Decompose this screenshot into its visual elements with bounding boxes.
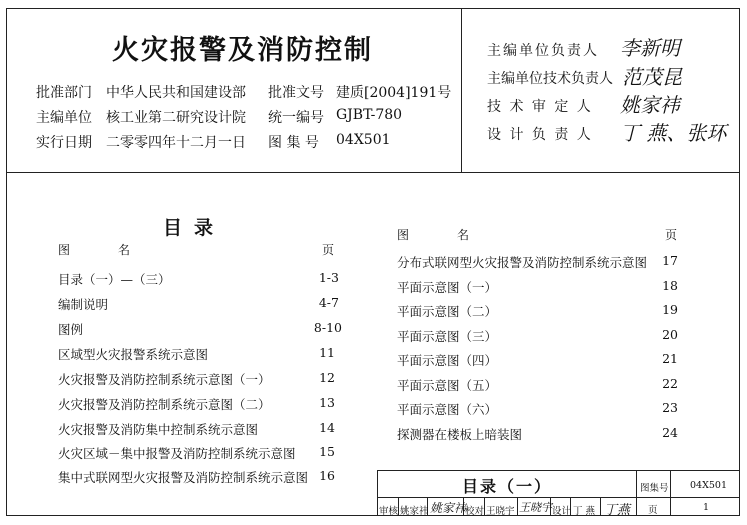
- check-name: 王晓宇: [486, 506, 515, 517]
- review-name: 姚家祎: [400, 506, 429, 517]
- design-signature: 丁燕: [604, 503, 631, 518]
- header-vertical-divider: [461, 8, 462, 172]
- design-name: 丁 燕: [573, 506, 596, 517]
- toc-right-item[interactable]: 平面示意图（一）: [397, 280, 498, 295]
- signature-design: 丁 燕、张环: [620, 121, 727, 145]
- toc-left-item[interactable]: 火灾报警及消防集中控制系统示意图: [58, 422, 259, 437]
- title-block-vline: [670, 470, 671, 516]
- title-block-vline: [636, 470, 637, 516]
- chief-tech-responsible-label: 主编单位技术负责人: [487, 71, 613, 87]
- toc-left-page: 16: [319, 468, 335, 483]
- review-signature: 姚家祎: [430, 501, 467, 515]
- toc-left-item[interactable]: 火灾报警及消防控制系统示意图（二）: [58, 397, 271, 412]
- page-title: 火灾报警及消防控制: [112, 35, 373, 66]
- check-signature: 王晓宇: [519, 501, 552, 514]
- toc-left-item[interactable]: 火灾报警及消防控制系统示意图（一）: [58, 372, 271, 387]
- unified-no-label: 统一编号: [268, 110, 324, 126]
- effective-date-label: 实行日期: [36, 135, 92, 151]
- toc-left-page: 8-10: [313, 320, 342, 335]
- approval-dept-value: 中华人民共和国建设部: [106, 85, 246, 101]
- toc-left-item[interactable]: 编制说明: [58, 297, 109, 312]
- atlas-no-value: 04X501: [336, 132, 391, 148]
- page-label: 页: [648, 505, 658, 516]
- toc-right-page: 23: [662, 400, 678, 415]
- toc-right-item[interactable]: 平面示意图（二）: [397, 304, 498, 319]
- toc-right-page: 24: [662, 425, 678, 440]
- title-block-vline: [398, 497, 399, 516]
- toc-right-page: 22: [662, 376, 678, 391]
- toc-left-page: 11: [319, 345, 335, 360]
- design-label: 设计: [552, 506, 572, 517]
- toc-right-page: 17: [662, 253, 678, 268]
- toc-right-item[interactable]: 平面示意图（五）: [397, 378, 498, 393]
- title-block-title: 目录（一）: [462, 477, 553, 496]
- toc-left-item[interactable]: 图例: [58, 322, 84, 337]
- approval-no-value: 建质[2004]191号: [336, 85, 452, 101]
- editor-unit-label: 主编单位: [36, 110, 92, 126]
- toc-right-item[interactable]: 分布式联网型火灾报警及消防控制系统示意图: [397, 255, 648, 270]
- toc-left-page: 1-3: [318, 270, 339, 285]
- left-col-header-name: 图 名: [58, 243, 131, 257]
- atlas-value: 04X501: [690, 480, 727, 491]
- page-value: 1: [703, 502, 710, 513]
- right-col-header-name: 图 名: [397, 228, 470, 242]
- toc-right-page: 21: [662, 351, 678, 366]
- approval-dept-label: 批准部门: [36, 85, 92, 101]
- toc-left-page: 4-7: [318, 295, 339, 310]
- atlas-no-label: 图 集 号: [268, 135, 319, 151]
- tech-reviewer-label: 技 术 审 定 人: [487, 99, 593, 115]
- signature-tech-reviewer: 姚家祎: [620, 93, 680, 117]
- toc-left-page: 14: [319, 420, 335, 435]
- effective-date-value: 二零零四年十二月一日: [106, 135, 246, 151]
- toc-left-page: 15: [319, 444, 335, 459]
- signature-chief-unit: 李新明: [620, 36, 680, 60]
- review-label: 审核: [379, 506, 399, 517]
- atlas-label: 图集号: [640, 483, 669, 494]
- toc-left-item[interactable]: 火灾区域－集中报警及消防控制系统示意图: [58, 446, 296, 461]
- title-block-divider: [377, 497, 740, 498]
- toc-right-page: 20: [662, 327, 678, 342]
- toc-left-page: 13: [319, 395, 335, 410]
- toc-left-item[interactable]: 目录（一）—（三）: [58, 272, 171, 287]
- toc-left-item[interactable]: 区域型火灾报警系统示意图: [58, 347, 209, 362]
- editor-unit-value: 核工业第二研究设计院: [106, 110, 246, 126]
- approval-no-label: 批准文号: [268, 85, 324, 101]
- title-block-vline: [600, 497, 601, 516]
- unified-no-value: GJBT-780: [336, 107, 403, 123]
- design-responsible-label: 设 计 负 责 人: [487, 127, 593, 143]
- title-block-vline: [517, 497, 518, 516]
- toc-right-page: 18: [662, 278, 678, 293]
- toc-title: 目录: [163, 217, 226, 239]
- toc-right-page: 19: [662, 302, 678, 317]
- toc-right-item[interactable]: 平面示意图（三）: [397, 329, 498, 344]
- check-label: 校对: [465, 506, 485, 517]
- toc-right-item[interactable]: 探测器在楼板上暗装图: [397, 427, 523, 442]
- title-block-vline: [484, 497, 485, 516]
- toc-left-page: 12: [319, 370, 335, 385]
- left-col-header-page: 页: [322, 243, 335, 257]
- chief-unit-responsible-label: 主编单位负责人: [487, 43, 599, 59]
- right-col-header-page: 页: [665, 228, 678, 242]
- signature-chief-tech: 范茂昆: [622, 65, 682, 89]
- header-divider: [6, 172, 740, 173]
- toc-left-item[interactable]: 集中式联网型火灾报警及消防控制系统示意图: [58, 470, 309, 485]
- toc-right-item[interactable]: 平面示意图（四）: [397, 353, 498, 368]
- toc-right-item[interactable]: 平面示意图（六）: [397, 402, 498, 417]
